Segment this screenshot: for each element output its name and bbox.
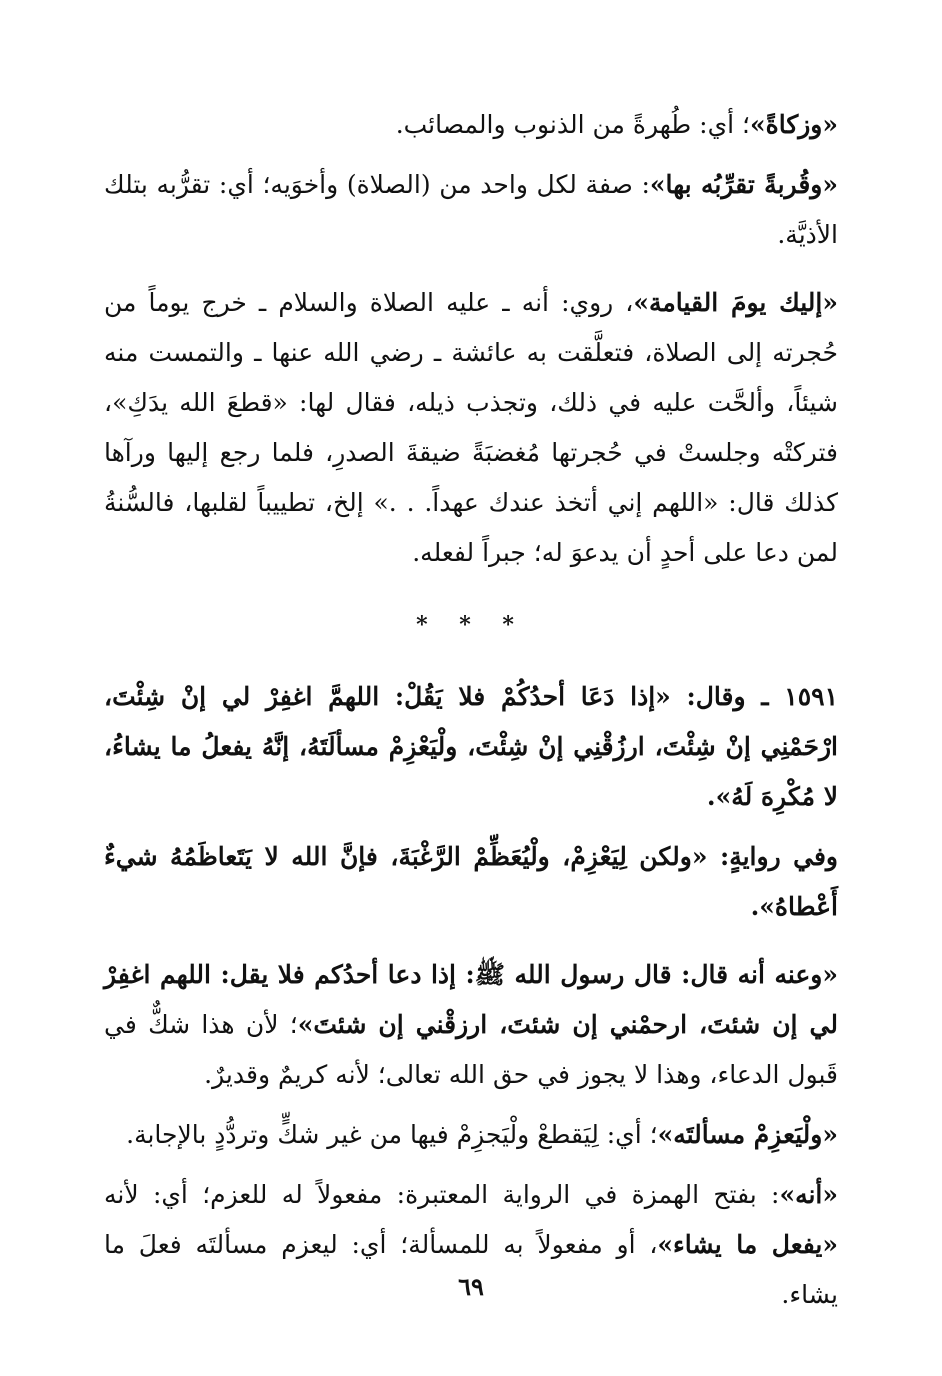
variant-text: «ولكن لِيَعْزِمْ، ولْيُعَظِّمْ الرَّغْبَةَ، فإنَّ الله لا يَتَعاظَمُهُ شيءٌ أَعْطاهُ». <box>104 842 838 921</box>
explanation-text: : صفة لكل واحد من (الصلاة) وأخوَيه؛ أي: تقرُّبه بتلك الأذيَّة. <box>104 170 838 249</box>
quoted-phrase: «وزكاةً» <box>749 110 838 139</box>
explanation-text: ؛ أي: طُهرةً من الذنوب والمصائب. <box>395 110 750 139</box>
section-separator: * * * <box>416 612 526 638</box>
explanation-text: ، روي: أنه ـ عليه الصلاة والسلام ـ خرج يوماً من حُجرته إلى الصلاة، فتعلَّقت به عائشة ـ رضي الله عنها ـ والتمست منه شيئاً، وألحَّت عليه في ذلك، وتجذب ذيله، فقال لها: «قطعَ الله يدَكِ»، فتركتْه وجلستْ في حُجرتها مُغضبَةً ضيقةَ الصدرِ، فلما رجع إليها ورآها كذلك قال: «اللهم إني أتخذ عندك عهداً. . .» إلخ، تطييباً لقلبها، فالسُّنةُ لمن دعا على أحدٍ أن يدعوَ له؛ جبراً لفعله. <box>104 288 838 567</box>
hadith-text: «إذا دَعَا أحدُكُمْ فلا يَقُلْ: اللهمَّ اغفِرْ لي إنْ شِئْتَ، ارْحَمْنِي إنْ شِئْتَ، ارزُقْنِي إنْ شِئْتَ، ولْيَعْزِمْ مسألَتَهُ، إنَّهُ يفعلُ ما يشاءُ، لا مُكْرِهَ لَهُ». <box>104 682 838 811</box>
explanation-text: : بفتح الهمزة في الرواية المعتبرة: مفعولاً له للعزم؛ أي: لأنه <box>104 1180 780 1209</box>
variant-prefix: وفي روايةٍ: <box>707 842 838 871</box>
quoted-phrase: «وقُربةً تقرِّبُه بها» <box>649 170 838 199</box>
quoted-phrase: «أنه» <box>779 1180 838 1209</box>
commentary-hadith <box>104 950 838 1100</box>
hadith-number: ١٥٩١ ـ وقال: <box>670 682 838 711</box>
hadith-1591 <box>104 672 838 822</box>
commentary-zakat <box>104 100 838 150</box>
hadith-variant <box>104 832 838 932</box>
quoted-phrase: «وعنه أنه قال: قال رسول الله ﷺ: إذا دعا أحدُكم فلا يقل: اللهم اغفِرْ لي إن شئتَ، ارحمْني إن شئتَ، ارزقْني إن شئتَ» <box>104 960 838 1039</box>
commentary-azm <box>104 1110 838 1160</box>
quoted-phrase: «ولْيَعزِمْ مسألتَه» <box>657 1120 838 1149</box>
quoted-phrase-2: «يفعل ما يشاء» <box>657 1230 838 1259</box>
page-number: ٦٩ <box>458 1272 484 1301</box>
commentary-qurba <box>104 160 838 260</box>
quoted-phrase: «إليك يومَ القيامة» <box>633 288 838 317</box>
explanation-text-2: ، أو مفعولاً به للمسألة؛ أي: ليعزم مسألتَه فعلَ ما يشاء. <box>104 1230 838 1309</box>
explanation-text: ؛ لأن هذا شكٌّ في قَبول الدعاء، وهذا لا يجوز في حق الله تعالى؛ لأنه كريمٌ وقديرٌ. <box>104 1010 838 1089</box>
commentary-qiyama <box>104 278 838 578</box>
explanation-text: ؛ أي: لِيَقطعْ ولْيَجزِمْ فيها من غير شكٍّ وتردُّدٍ بالإجابة. <box>126 1120 658 1149</box>
